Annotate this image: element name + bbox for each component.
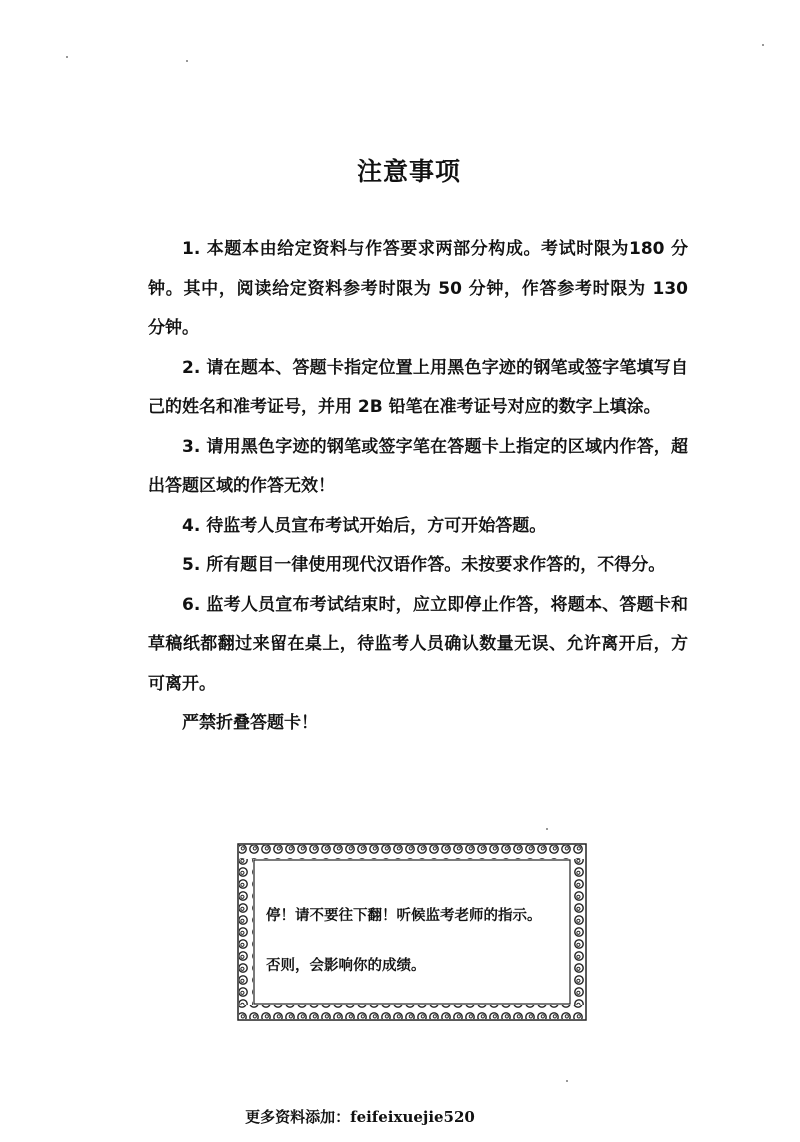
scan-speck (566, 1080, 568, 1082)
stop-notice-line-2: 否则，会影响你的成绩。 (266, 957, 426, 974)
notice-item-2: 2. 请在题本、答题卡指定位置上用黑色字迹的钢笔或签字笔填写自己的姓名和准考证号，并用 2B 铅笔在准考证号对应的数字上填涂。 (148, 357, 688, 417)
notice-item-5: 5. 所有题目一律使用现代汉语作答。未按要求作答的，不得分。 (182, 555, 666, 575)
folding-warning: 严禁折叠答题卡！ (182, 713, 318, 733)
scan-speck (546, 828, 548, 830)
page-title: 注意事项 (356, 157, 461, 186)
scan-speck (66, 56, 68, 58)
scan-speck (186, 60, 188, 62)
notice-list (148, 230, 688, 744)
notice-item-1: 1. 本题本由给定资料与作答要求两部分构成。考试时限为180 分钟。其中，阅读给定资料参考时限为 50 分钟，作答参考时限为 130 分钟。 (148, 239, 688, 338)
scan-speck (762, 44, 764, 46)
ornamental-border-icon (236, 842, 588, 1022)
stop-notice-box (236, 842, 588, 1022)
stop-notice-line-1: 停！请不要往下翻！听候监考老师的指示。 (266, 907, 542, 924)
notice-item-6: 6. 监考人员宣布考试结束时，应立即停止作答，将题本、答题卡和草稿纸都翻过来留在桌上，待监考人员确认数量无误、允许离开后，方可离开。 (148, 594, 688, 694)
footer-contact: 更多资料添加：feifeixuejie520 (245, 1108, 475, 1126)
notice-item-4: 4. 待监考人员宣布考试开始后，方可开始答题。 (182, 515, 547, 536)
notice-item-3: 3. 请用黑色字迹的钢笔或签字笔在答题卡上指定的区域内作答，超出答题区域的作答无效！ (148, 436, 688, 496)
